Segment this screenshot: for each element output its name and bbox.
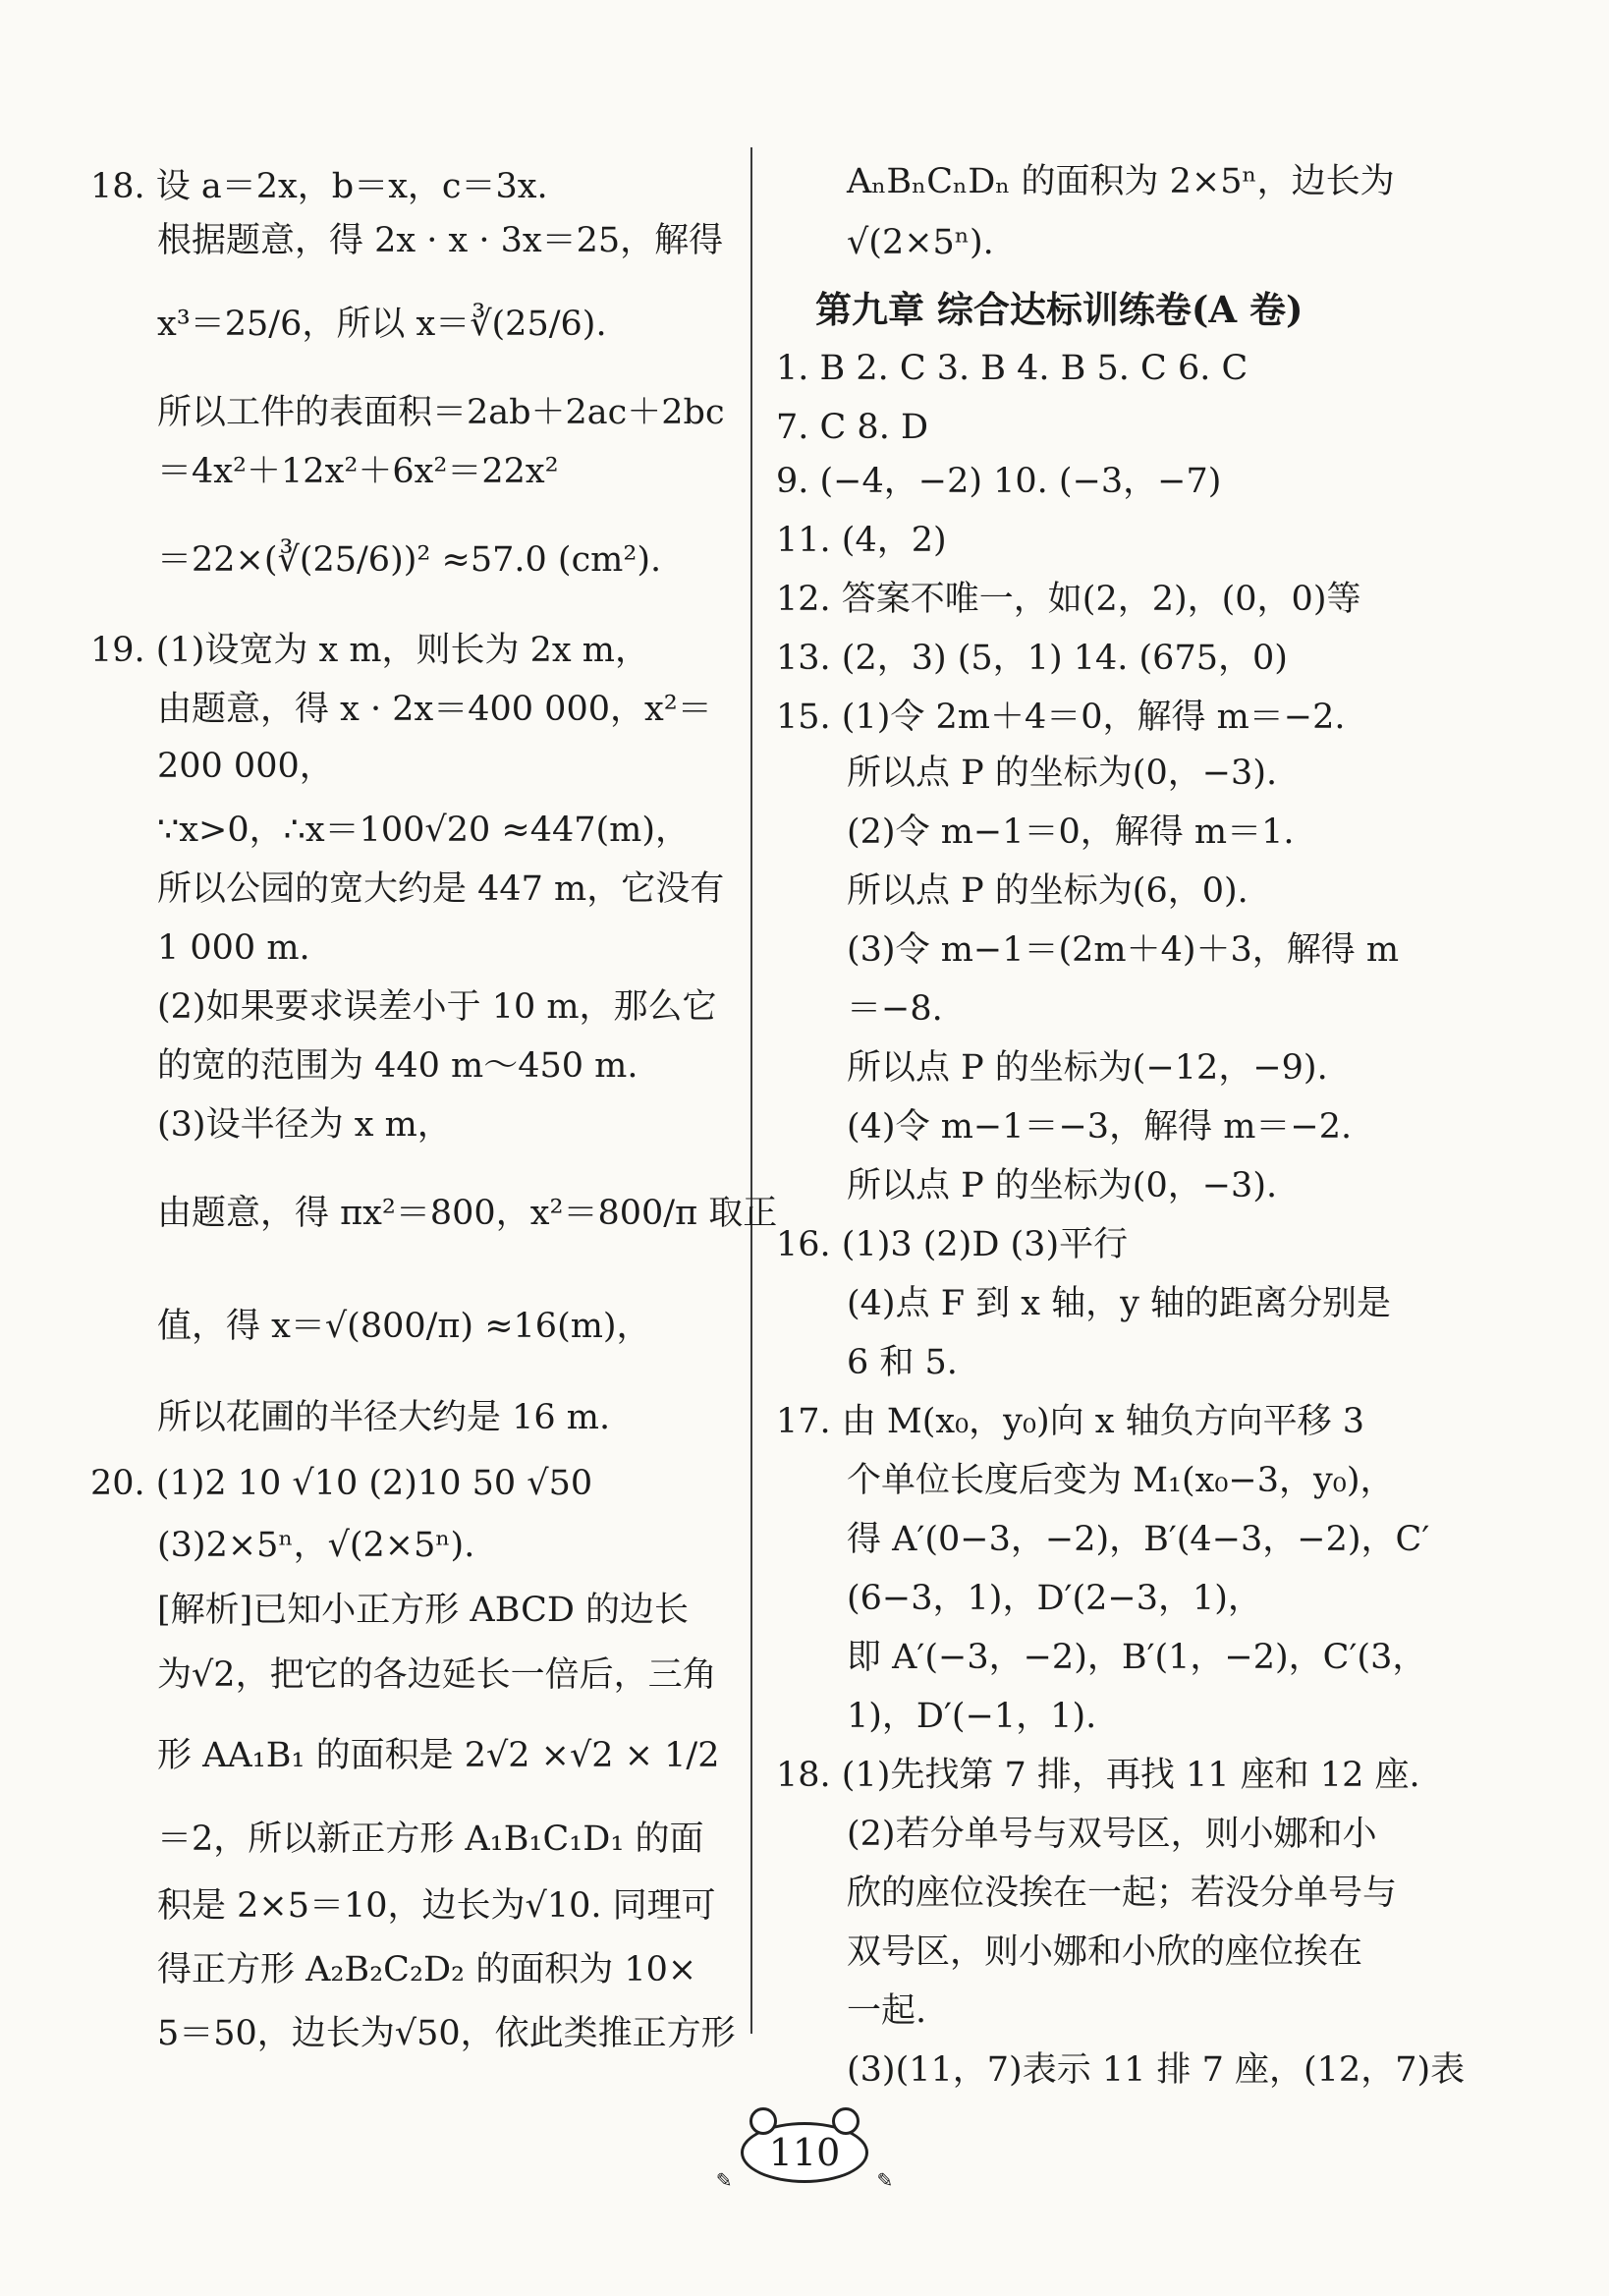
- text-line: ∵x>0，∴x＝100√20 ≈447(m)，: [157, 811, 691, 850]
- text-line: 所以点 P 的坐标为(0，−3).: [847, 1166, 1278, 1205]
- text-line: 6 和 5.: [847, 1343, 958, 1382]
- text-line: 根据题意，得 2x · x · 3x＝25，解得: [157, 221, 724, 260]
- text-line: (2)令 m−1＝0，解得 m＝1.: [847, 812, 1295, 852]
- text-line: 13. (2，3) (5，1) 14. (675，0): [776, 639, 1288, 678]
- text-line: x³＝25/6，所以 x＝∛(25/6).: [157, 305, 607, 344]
- text-line: ＝4x²＋12x²＋6x²＝22x²: [157, 452, 559, 491]
- text-line: 由题意，得 x · 2x＝400 000，x²＝: [157, 690, 712, 729]
- text-line: 得 A′(0−3，−2)，B′(4−3，−2)，C′: [847, 1520, 1430, 1559]
- text-line: 欣的座位没挨在一起；若没分单号与: [847, 1874, 1398, 1913]
- text-line: 积是 2×5＝10，边长为√10. 同理可: [157, 1886, 716, 1926]
- text-line: 所以点 P 的坐标为(−12，−9).: [847, 1048, 1328, 1088]
- text-line: (6−3，1)，D′(2−3，1)，: [847, 1579, 1262, 1618]
- text-line: 16. (1)3 (2)D (3)平行: [776, 1225, 1129, 1264]
- text-line: (4)点 F 到 x 轴，y 轴的距离分别是: [847, 1284, 1392, 1323]
- text-line: 所以点 P 的坐标为(6，0).: [847, 871, 1248, 911]
- page-number-badge: [715, 2122, 894, 2192]
- text-line: 所以点 P 的坐标为(0，−3).: [847, 754, 1278, 793]
- text-line: 的宽的范围为 440 m～450 m.: [157, 1046, 638, 1086]
- text-line: ＝−8.: [847, 989, 943, 1029]
- text-line: (3)令 m−1＝(2m＋4)＋3，解得 m: [847, 930, 1400, 970]
- text-line: 形 AA₁B₁ 的面积是 2√2 ×√2 × 1/2: [157, 1736, 720, 1775]
- text-line: 值，得 x＝√(800/π) ≈16(m)，: [157, 1307, 651, 1346]
- text-line: (3)2×5ⁿ，√(2×5ⁿ).: [157, 1526, 475, 1565]
- text-line: 1. B 2. C 3. B 4. B 5. C 6. C: [776, 349, 1248, 388]
- text-line: 15. (1)令 2m＋4＝0，解得 m＝−2.: [776, 698, 1346, 737]
- text-line: 17. 由 M(x₀，y₀)向 x 轴负方向平移 3: [776, 1402, 1365, 1441]
- text-line: [解析]已知小正方形 ABCD 的边长: [157, 1591, 690, 1630]
- text-line: 由题意，得 πx²＝800，x²＝800/π 取正: [157, 1194, 778, 1233]
- text-line: 所以工件的表面积＝2ab＋2ac＋2bc: [157, 393, 725, 432]
- text-line: 1)，D′(−1，1).: [847, 1697, 1097, 1736]
- text-line: AₙBₙCₙDₙ 的面积为 2×5ⁿ，边长为: [847, 162, 1395, 201]
- text-line: (2)若分单号与双号区，则小娜和小: [847, 1815, 1377, 1854]
- mascot-ear-icon: [832, 2107, 860, 2135]
- mascot-ear-icon: [749, 2107, 777, 2135]
- column-divider: [750, 147, 752, 2034]
- text-line: 即 A′(−3，−2)，B′(1，−2)，C′(3，: [847, 1638, 1427, 1677]
- text-line: 200 000，: [157, 747, 334, 786]
- mascot-foot-icon: ✎: [876, 2168, 894, 2192]
- text-line: 所以花圃的半径大约是 16 m.: [157, 1398, 611, 1437]
- text-line: 得正方形 A₂B₂C₂D₂ 的面积为 10×: [157, 1950, 697, 1989]
- text-line: (3)(11，7)表示 11 排 7 座，(12，7)表: [847, 2050, 1466, 2090]
- text-line: 18. (1)先找第 7 排，再找 11 座和 12 座.: [776, 1756, 1420, 1795]
- chapter-heading: 第九章 综合达标训练卷(A 卷): [815, 288, 1304, 331]
- text-line: 9. (−4，−2) 10. (−3，−7): [776, 462, 1222, 501]
- text-line: 个单位长度后变为 M₁(x₀−3，y₀)，: [847, 1461, 1395, 1500]
- text-line: 一起.: [847, 1991, 927, 2031]
- text-line: 7. C 8. D: [776, 408, 929, 447]
- text-line: (4)令 m−1＝−3，解得 m＝−2.: [847, 1107, 1353, 1147]
- text-line: 5＝50，边长为√50，依此类推正方形: [157, 2014, 736, 2053]
- text-line: 为√2，把它的各边延长一倍后，三角: [157, 1655, 717, 1695]
- page-footer: [0, 2122, 1609, 2192]
- text-line: (2)如果要求误差小于 10 m，那么它: [157, 987, 717, 1027]
- text-line: (3)设半径为 x m，: [157, 1105, 452, 1145]
- text-line: 1 000 m.: [157, 928, 310, 968]
- text-line: 双号区，则小娜和小欣的座位挨在: [847, 1932, 1363, 1972]
- text-line: ＝22×(∛(25/6))² ≈57.0 (cm²).: [157, 540, 662, 580]
- mascot-foot-icon: ✎: [715, 2168, 733, 2192]
- text-line: 19. (1)设宽为 x m，则长为 2x m，: [90, 631, 649, 670]
- text-line: ＝2，所以新正方形 A₁B₁C₁D₁ 的面: [157, 1820, 704, 1859]
- text-line: 12. 答案不唯一，如(2，2)，(0，0)等: [776, 580, 1361, 619]
- text-line: √(2×5ⁿ).: [847, 223, 994, 262]
- page-number: 110: [768, 2131, 841, 2174]
- text-line: 18. 设 a＝2x，b＝x，c＝3x.: [90, 167, 548, 206]
- text-line: 所以公园的宽大约是 447 m，它没有: [157, 869, 725, 909]
- text-line: 11. (4，2): [776, 521, 947, 560]
- text-line: 20. (1)2 10 √10 (2)10 50 √50: [90, 1464, 593, 1503]
